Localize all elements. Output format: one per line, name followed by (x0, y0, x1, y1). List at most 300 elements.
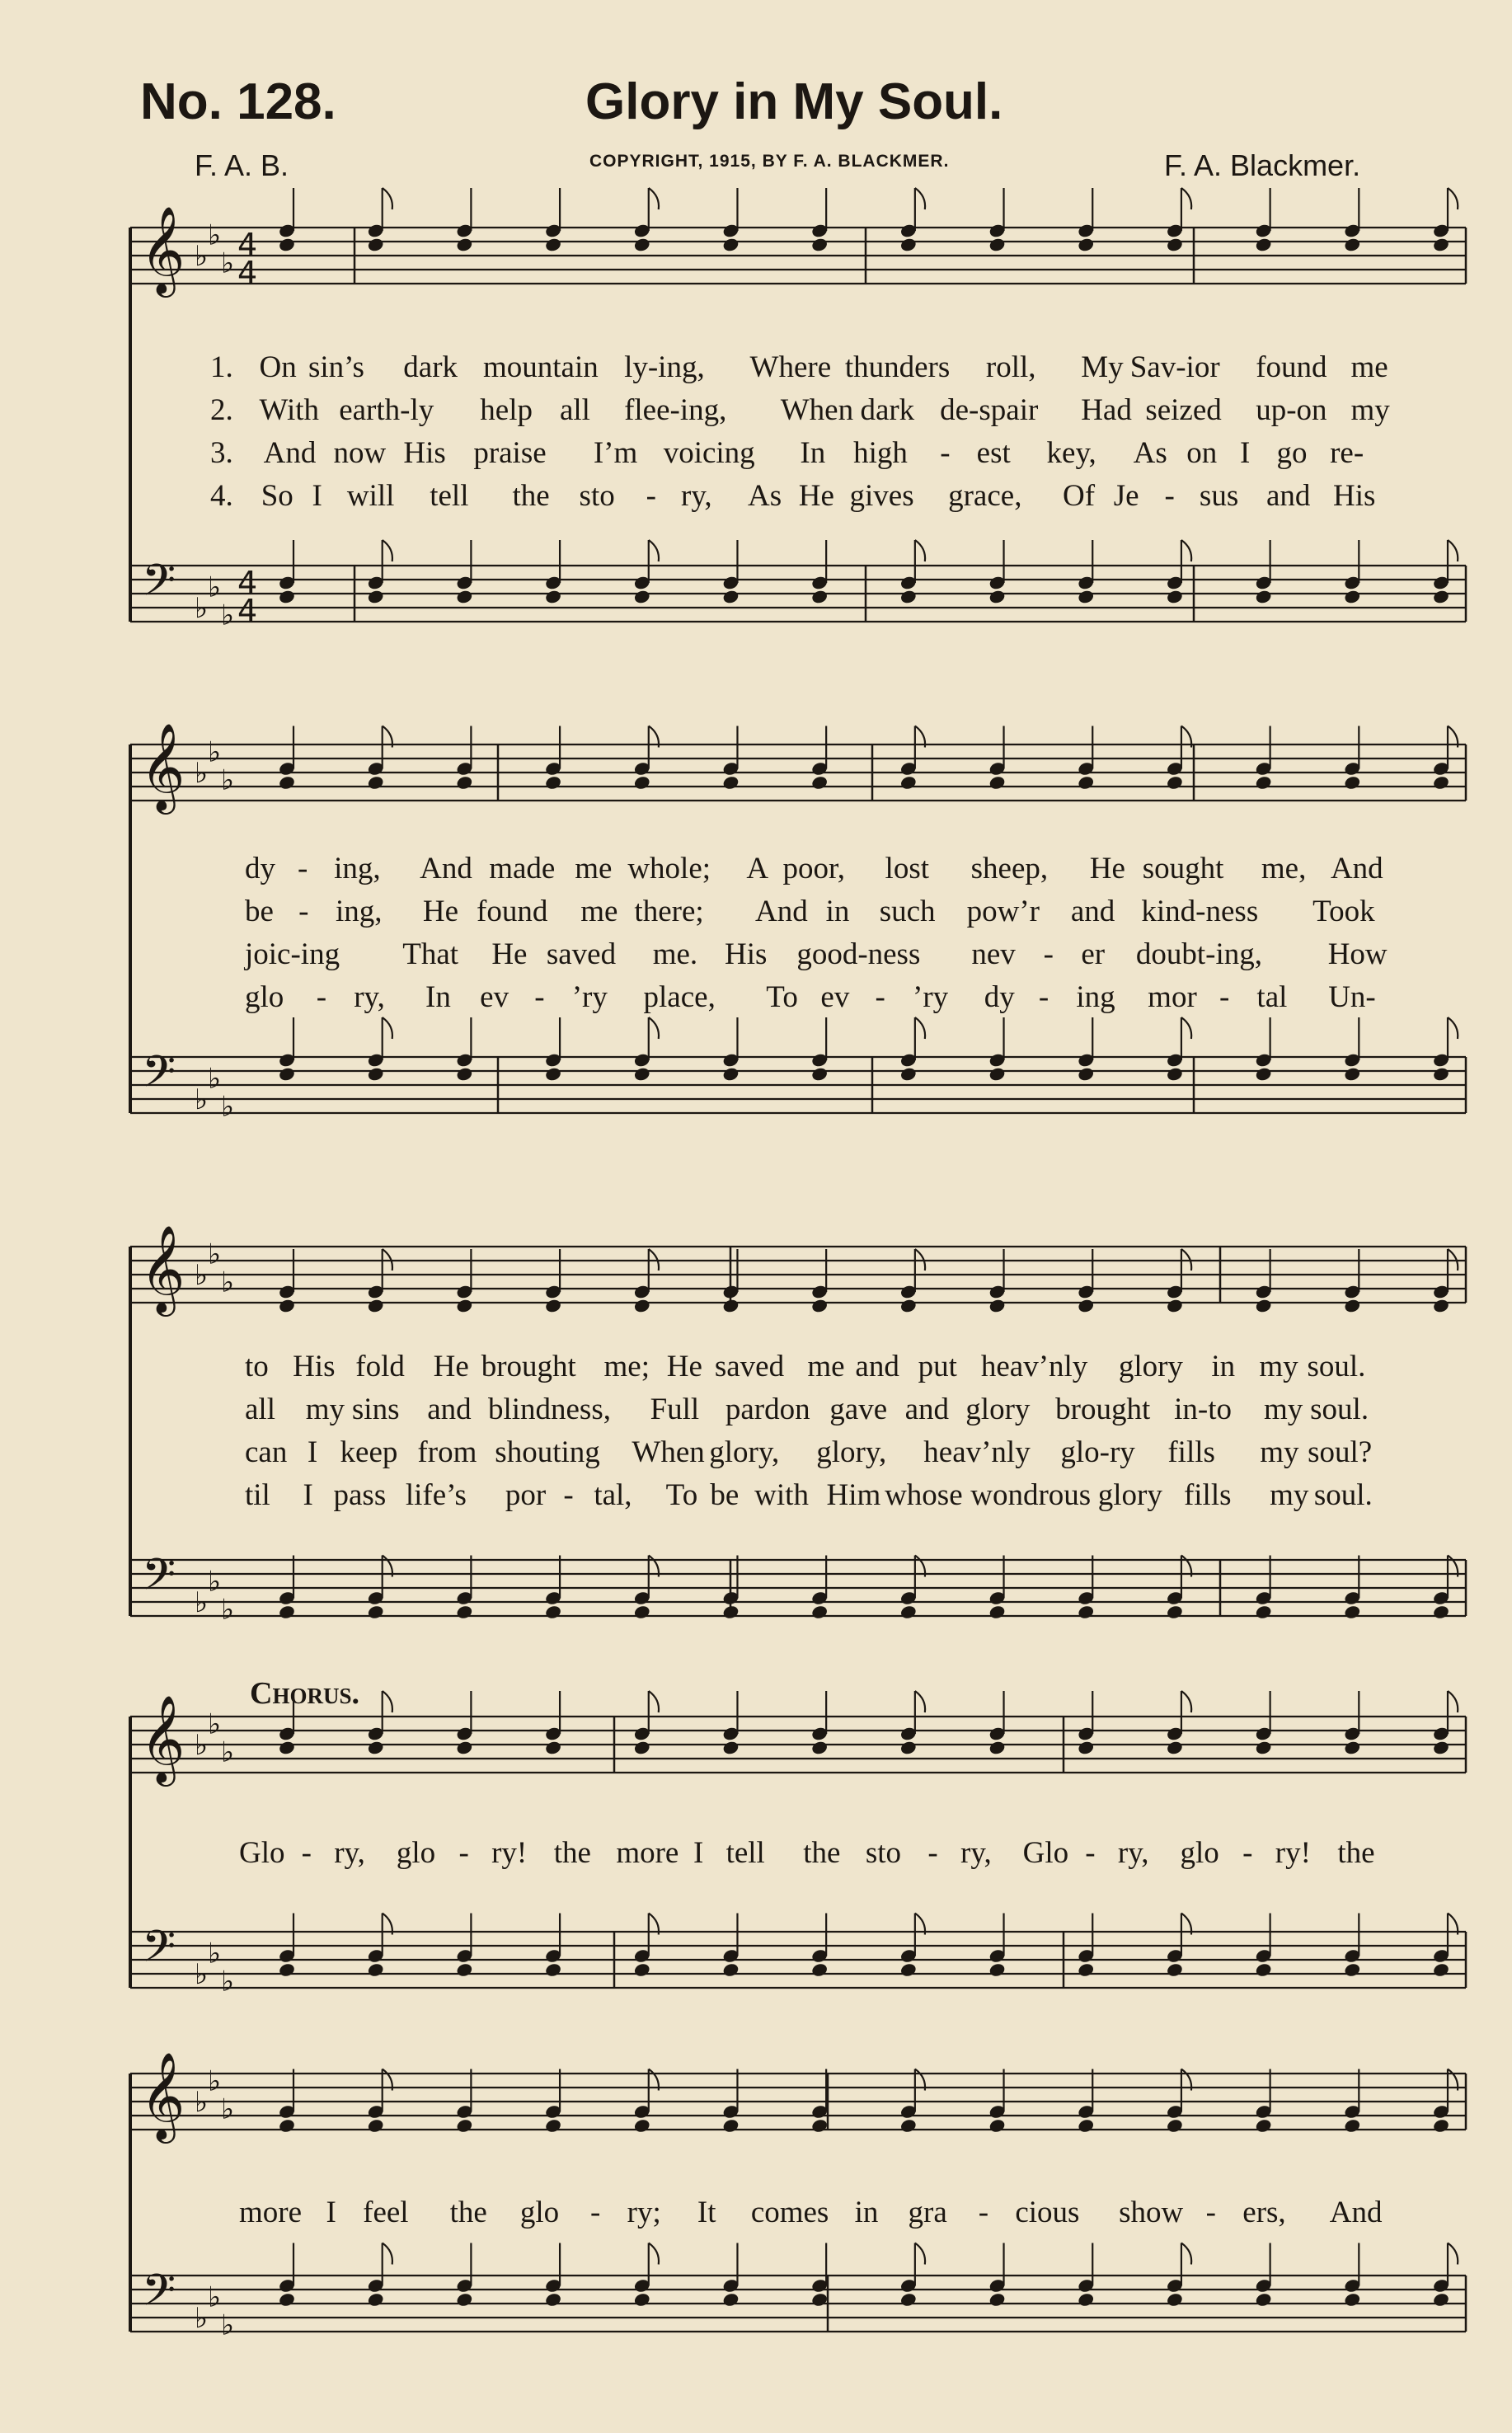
lyric-syllable: glory (1118, 1350, 1183, 1383)
note-head (1166, 1066, 1184, 1082)
flat-sign-icon: ♭ (195, 592, 209, 625)
lyric-syllable: blindness, (487, 1393, 611, 1426)
lyric-syllable: His (403, 436, 446, 470)
lyric-syllable: Full (650, 1393, 700, 1426)
flat-sign-icon: ♭ (208, 218, 222, 252)
note-head (1077, 2118, 1095, 2134)
flat-sign-icon: ♭ (195, 1259, 209, 1292)
lyric-syllable: dark (403, 350, 458, 384)
note-head (899, 1298, 918, 1313)
note-head (1077, 2292, 1095, 2308)
lyric-syllable: there; (634, 895, 704, 928)
lyric-syllable: To (766, 980, 798, 1014)
lyric-syllable: place, (643, 980, 716, 1014)
note-head (899, 2292, 918, 2308)
lyric-syllable: my (1260, 1435, 1299, 1469)
note-head (1166, 237, 1184, 252)
lyric-syllable: keep (340, 1435, 398, 1469)
note-head (988, 1962, 1007, 1978)
lyric-syllable: on (1186, 436, 1218, 470)
lyric-syllable: will (346, 479, 395, 513)
note-head (722, 1740, 740, 1755)
note-head (544, 2118, 562, 2134)
lyric-syllable: - (590, 2196, 601, 2229)
lyric-syllable: Je (1113, 479, 1139, 513)
note-head (899, 237, 918, 252)
hymn-title: Glory in My Soul. (585, 73, 1003, 130)
treble-clef-icon: 𝄞 (140, 1694, 185, 1782)
lyric-syllable: shouting (495, 1435, 600, 1469)
lyric-syllable: I (307, 1435, 318, 1469)
lyric-syllable: doubt-ing, (1135, 937, 1263, 971)
note-head (456, 1740, 474, 1755)
lyric-syllable: me; (603, 1350, 650, 1383)
lyric-syllable: soul. (1313, 1478, 1373, 1512)
lyric-syllable: - (1085, 1836, 1096, 1870)
lyric-syllable: the (449, 2196, 487, 2229)
flat-sign-icon: ♭ (208, 1565, 222, 1599)
note-head (633, 1962, 651, 1978)
lyric-syllable: I (326, 2196, 336, 2229)
note-head (1343, 237, 1361, 252)
lyric-syllable: my (305, 1393, 345, 1426)
lyric-syllable: To (665, 1478, 698, 1512)
note-flag (1448, 188, 1458, 209)
lyric-syllable: 2. (210, 393, 233, 427)
note-flag (915, 188, 925, 209)
note-head (1077, 589, 1095, 604)
lyric-syllable: In (425, 980, 451, 1014)
lyric-syllable: glory, (709, 1435, 780, 1469)
lyric-syllable: pardon (725, 1393, 810, 1426)
note-flag (649, 1017, 659, 1039)
lyric-syllable: glo (396, 1836, 436, 1870)
note-head (722, 775, 740, 791)
note-flag (1181, 188, 1191, 209)
flat-sign-icon: ♭ (208, 571, 222, 604)
note-head (278, 1604, 296, 1620)
lyric-syllable: That (402, 937, 459, 971)
lyric-syllable: A (746, 852, 769, 885)
time-signature-top: 4 (237, 565, 258, 601)
lyric-syllable: in (1211, 1350, 1236, 1383)
lyric-syllable: - (1038, 980, 1049, 1014)
lyric-syllable: ev (480, 980, 509, 1014)
lyric-syllable: nev (971, 937, 1016, 971)
lyric-syllable: When (632, 1435, 705, 1469)
lyric-syllable: glory (1097, 1478, 1162, 1512)
lyric-syllable: comes (750, 2196, 829, 2229)
note-flag (649, 1691, 659, 1712)
lyric-syllable: and (1070, 895, 1115, 928)
lyric-syllable: cious (1015, 2196, 1080, 2229)
lyric-syllable: Of (1063, 479, 1096, 513)
note-head (278, 237, 296, 252)
flat-sign-icon: ♭ (221, 1593, 235, 1627)
lyric-syllable: 3. (210, 436, 233, 470)
lyric-syllable: saved (546, 937, 617, 971)
lyric-syllable: de-spair (940, 393, 1039, 427)
bass-clef-icon: 𝄢 (142, 1922, 176, 1983)
lyric-syllable: Glo (1022, 1836, 1069, 1870)
flat-sign-icon: ♭ (221, 1266, 235, 1299)
bass-clef-icon: 𝄢 (142, 1550, 176, 1611)
lyric-syllable: ly-ing, (624, 350, 705, 384)
lyric-syllable: - (1164, 479, 1175, 513)
note-head (544, 589, 562, 604)
lyric-syllable: me (807, 1350, 845, 1383)
lyric-syllable: ers, (1242, 2196, 1286, 2229)
lyric-syllable: in (825, 895, 850, 928)
lyric-syllable: - (1205, 2196, 1216, 2229)
note-head (1077, 1066, 1095, 1082)
chorus-label: Chorus. (250, 1676, 359, 1711)
note-head (367, 237, 385, 252)
lyric-syllable: ’ry (571, 980, 608, 1014)
words-by: F. A. B. (195, 148, 289, 182)
flat-sign-icon: ♭ (221, 1090, 235, 1124)
lyric-syllable: grace, (948, 479, 1022, 513)
flat-sign-icon: ♭ (208, 735, 222, 769)
treble-clef-icon: 𝄞 (140, 2051, 185, 2139)
lyric-syllable: earth-ly (339, 393, 434, 427)
lyric-syllable: re- (1330, 436, 1364, 470)
note-head (722, 1962, 740, 1978)
lyric-syllable: gives (849, 479, 914, 513)
lyric-syllable: And (263, 436, 317, 470)
note-head (1255, 1962, 1273, 1978)
flat-sign-icon: ♭ (195, 240, 209, 273)
note-head (988, 1298, 1007, 1313)
note-head (633, 2118, 651, 2134)
note-head (544, 1066, 562, 1082)
lyric-syllable: ry, (960, 1836, 992, 1870)
note-head (1343, 1740, 1361, 1755)
lyric-syllable: sheep, (970, 852, 1049, 885)
lyric-syllable: - (1219, 980, 1230, 1014)
time-signature-top: 4 (237, 227, 258, 263)
lyric-syllable: sin’s (308, 350, 364, 384)
note-head (1343, 589, 1361, 604)
lyric-syllable: glo (519, 2196, 560, 2229)
note-head (810, 775, 829, 791)
lyric-syllable: glo (245, 980, 284, 1014)
lyric-syllable: er (1081, 937, 1106, 971)
note-head (1166, 1740, 1184, 1755)
note-head (1432, 775, 1450, 791)
lyric-syllable: me (575, 852, 613, 885)
lyric-syllable: How (1327, 937, 1388, 971)
note-head (633, 775, 651, 791)
flat-sign-icon: ♭ (195, 2302, 209, 2335)
note-head (456, 589, 474, 604)
lyric-syllable: - (978, 2196, 989, 2229)
lyric-syllable: As (1133, 436, 1167, 470)
lyric-syllable: soul. (1307, 1350, 1366, 1383)
note-head (899, 1740, 918, 1755)
note-head (367, 1298, 385, 1313)
note-head (1343, 1962, 1361, 1978)
note-flag (383, 188, 392, 209)
lyric-syllable: fills (1167, 1435, 1215, 1469)
lyric-syllable: - (534, 980, 545, 1014)
note-head (722, 589, 740, 604)
note-head (988, 2118, 1007, 2134)
note-head (988, 589, 1007, 604)
note-head (1166, 1962, 1184, 1978)
lyric-syllable: He (1089, 852, 1125, 885)
note-head (456, 775, 474, 791)
note-head (810, 1604, 829, 1620)
lyric-syllable: be (710, 1478, 740, 1512)
flat-sign-icon: ♭ (208, 1707, 222, 1741)
note-head (544, 2292, 562, 2308)
lyric-syllable: with (754, 1478, 809, 1512)
flat-sign-icon: ♭ (195, 757, 209, 790)
lyric-syllable: My (1081, 350, 1124, 384)
note-head (367, 1962, 385, 1978)
lyric-syllable: ing (1076, 980, 1115, 1014)
note-head (810, 589, 829, 604)
lyric-syllable: ing, (335, 895, 383, 928)
lyric-syllable: in-to (1174, 1393, 1232, 1426)
flat-sign-icon: ♭ (195, 1729, 209, 1762)
note-head (810, 1298, 829, 1313)
lyric-syllable: ry, (334, 1836, 365, 1870)
note-head (1343, 1298, 1361, 1313)
lyric-syllable: my (1259, 1350, 1298, 1383)
flat-sign-icon: ♭ (208, 2064, 222, 2098)
note-head (456, 237, 474, 252)
lyric-syllable: tell (725, 1836, 765, 1870)
lyric-syllable: Sav-ior (1129, 350, 1220, 384)
time-signature-bottom: 4 (237, 255, 258, 291)
note-flag (1448, 1691, 1458, 1712)
lyric-syllable: heav’nly (980, 1350, 1088, 1383)
note-head (456, 1066, 474, 1082)
lyric-syllable: tell (430, 479, 469, 513)
note-head (1343, 1066, 1361, 1082)
note-head (1077, 1298, 1095, 1313)
note-flag (1448, 540, 1458, 561)
lyric-syllable: tal, (594, 1478, 632, 1512)
lyric-syllable: On (259, 350, 297, 384)
flat-sign-icon: ♭ (208, 1937, 222, 1970)
lyric-syllable: - (563, 1478, 574, 1512)
note-head (1077, 775, 1095, 791)
lyric-syllable: soul. (1310, 1393, 1369, 1426)
note-head (1255, 589, 1273, 604)
note-flag (915, 540, 925, 561)
copyright-notice: COPYRIGHT, 1915, BY F. A. BLACKMER. (589, 152, 950, 171)
note-head (988, 1066, 1007, 1082)
note-head (1255, 1740, 1273, 1755)
note-head (722, 237, 740, 252)
lyric-syllable: est (976, 436, 1011, 470)
note-head (1432, 2292, 1450, 2308)
treble-clef-icon: 𝄞 (140, 1224, 185, 1313)
lyric-syllable: - (458, 1836, 469, 1870)
lyric-syllable: joic-ing (245, 937, 340, 971)
lyric-syllable: I’m (593, 436, 638, 470)
flat-sign-icon: ♭ (195, 1586, 209, 1619)
note-head (278, 2118, 296, 2134)
flat-sign-icon: ♭ (221, 247, 235, 280)
lyric-syllable: Took (1312, 895, 1375, 928)
lyric-syllable: ry; (627, 2196, 661, 2229)
note-head (1432, 1604, 1450, 1620)
lyric-syllable: and (855, 1350, 899, 1383)
lyric-syllable: He (491, 937, 528, 971)
note-head (810, 1740, 829, 1755)
lyric-syllable: my (1270, 1478, 1309, 1512)
lyric-syllable: - (875, 980, 885, 1014)
note-head (810, 2292, 829, 2308)
lyric-syllable: and (904, 1393, 949, 1426)
note-head (367, 1604, 385, 1620)
lyric-syllable: glo (1180, 1836, 1219, 1870)
note-head (278, 1962, 296, 1978)
note-head (1343, 2292, 1361, 2308)
note-head (367, 2118, 385, 2134)
note-flag (649, 2243, 659, 2265)
lyric-syllable: and (1265, 479, 1311, 513)
lyric-syllable: my (1350, 393, 1390, 427)
lyric-syllable: sins (351, 1393, 400, 1426)
note-head (1255, 2292, 1273, 2308)
lyric-syllable: praise (473, 436, 547, 470)
note-flag (1448, 2243, 1458, 2265)
lyric-syllable: more (616, 1836, 679, 1870)
note-head (899, 589, 918, 604)
lyric-syllable: - (927, 1836, 938, 1870)
lyric-syllable: glo-ry (1060, 1435, 1135, 1469)
lyric-syllable: When (780, 393, 854, 427)
lyric-syllable: soul? (1308, 1435, 1373, 1469)
note-head (1255, 2118, 1273, 2134)
note-head (1166, 589, 1184, 604)
lyric-syllable: seized (1145, 393, 1222, 427)
lyric-syllable: til (245, 1478, 270, 1512)
lyric-syllable: help (480, 393, 533, 427)
note-head (899, 775, 918, 791)
lyric-syllable: I (693, 1836, 704, 1870)
flat-sign-icon: ♭ (195, 1958, 209, 1991)
treble-clef-icon: 𝄞 (140, 722, 185, 810)
note-head (1432, 1962, 1450, 1978)
lyric-syllable: poor, (782, 852, 846, 885)
lyric-syllable: dy (984, 980, 1015, 1014)
note-head (456, 2292, 474, 2308)
note-head (1077, 237, 1095, 252)
flat-sign-icon: ♭ (221, 1736, 235, 1769)
lyric-syllable: He (433, 1350, 469, 1383)
lyric-syllable: I (303, 1478, 313, 1512)
note-flag (1181, 540, 1191, 561)
note-head (456, 1298, 474, 1313)
lyric-syllable: brought (481, 1350, 576, 1383)
note-head (1255, 237, 1273, 252)
lyric-syllable: me (580, 895, 618, 928)
flat-sign-icon: ♭ (221, 599, 235, 632)
composer-name: F. A. Blackmer. (1164, 148, 1361, 182)
note-head (810, 2118, 829, 2134)
note-head (1432, 1740, 1450, 1755)
note-flag (1181, 1017, 1191, 1039)
lyric-syllable: 1. (210, 350, 233, 384)
note-head (1432, 237, 1450, 252)
flat-sign-icon: ♭ (221, 1965, 235, 1999)
lyric-syllable: sought (1142, 852, 1224, 885)
note-head (278, 1298, 296, 1313)
note-head (988, 1740, 1007, 1755)
note-head (1166, 2292, 1184, 2308)
lyric-syllable: wondrous (970, 1478, 1092, 1512)
lyric-syllable: feel (363, 2196, 409, 2229)
lyric-syllable: And (420, 852, 472, 885)
lyric-syllable: - (298, 895, 309, 928)
note-head (988, 2292, 1007, 2308)
note-head (367, 1066, 385, 1082)
lyric-syllable: in (854, 2196, 879, 2229)
lyric-syllable: fills (1183, 1478, 1232, 1512)
lyric-syllable: good-ness (796, 937, 921, 971)
lyric-syllable: ’ry (913, 980, 949, 1014)
lyric-syllable: made (489, 852, 556, 885)
lyric-syllable: - (301, 1836, 312, 1870)
note-head (899, 2118, 918, 2134)
lyric-syllable: gave (829, 1393, 888, 1426)
note-head (278, 2292, 296, 2308)
lyric-syllable: ry, (1117, 1836, 1149, 1870)
flat-sign-icon: ♭ (221, 763, 235, 797)
note-head (1255, 1604, 1273, 1620)
lyric-syllable: the (1337, 1836, 1375, 1870)
lyric-syllable: I (1239, 436, 1251, 470)
lyric-syllable: His (1332, 479, 1376, 513)
lyric-syllable: saved (714, 1350, 785, 1383)
lyric-syllable: put (918, 1350, 957, 1383)
lyric-syllable: ev (820, 980, 850, 1014)
flat-sign-icon: ♭ (208, 1238, 222, 1271)
lyric-syllable: roll, (985, 350, 1036, 384)
note-head (544, 1740, 562, 1755)
note-head (810, 1962, 829, 1978)
note-head (1343, 1604, 1361, 1620)
note-head (544, 1962, 562, 1978)
flat-sign-icon: ♭ (208, 2280, 222, 2314)
lyric-syllable: So (261, 479, 293, 513)
lyric-syllable: can (245, 1435, 288, 1469)
lyric-syllable: sto (865, 1836, 901, 1870)
lyric-syllable: key, (1046, 436, 1096, 470)
bass-clef-icon: 𝄢 (142, 1047, 176, 1108)
note-head (810, 237, 829, 252)
note-head (633, 589, 651, 604)
flat-sign-icon: ♭ (221, 2092, 235, 2126)
lyric-syllable: He (422, 895, 458, 928)
lyric-syllable: - (646, 479, 656, 513)
lyric-syllable: His (293, 1350, 336, 1383)
lyric-syllable: - (1043, 937, 1054, 971)
note-head (1432, 1066, 1450, 1082)
lyric-syllable: be (245, 895, 274, 928)
lyric-syllable: mountain (482, 350, 599, 384)
flat-sign-icon: ♭ (221, 2309, 235, 2342)
lyric-syllable: tal (1256, 980, 1288, 1014)
note-head (278, 775, 296, 791)
lyric-syllable: - (298, 852, 308, 885)
